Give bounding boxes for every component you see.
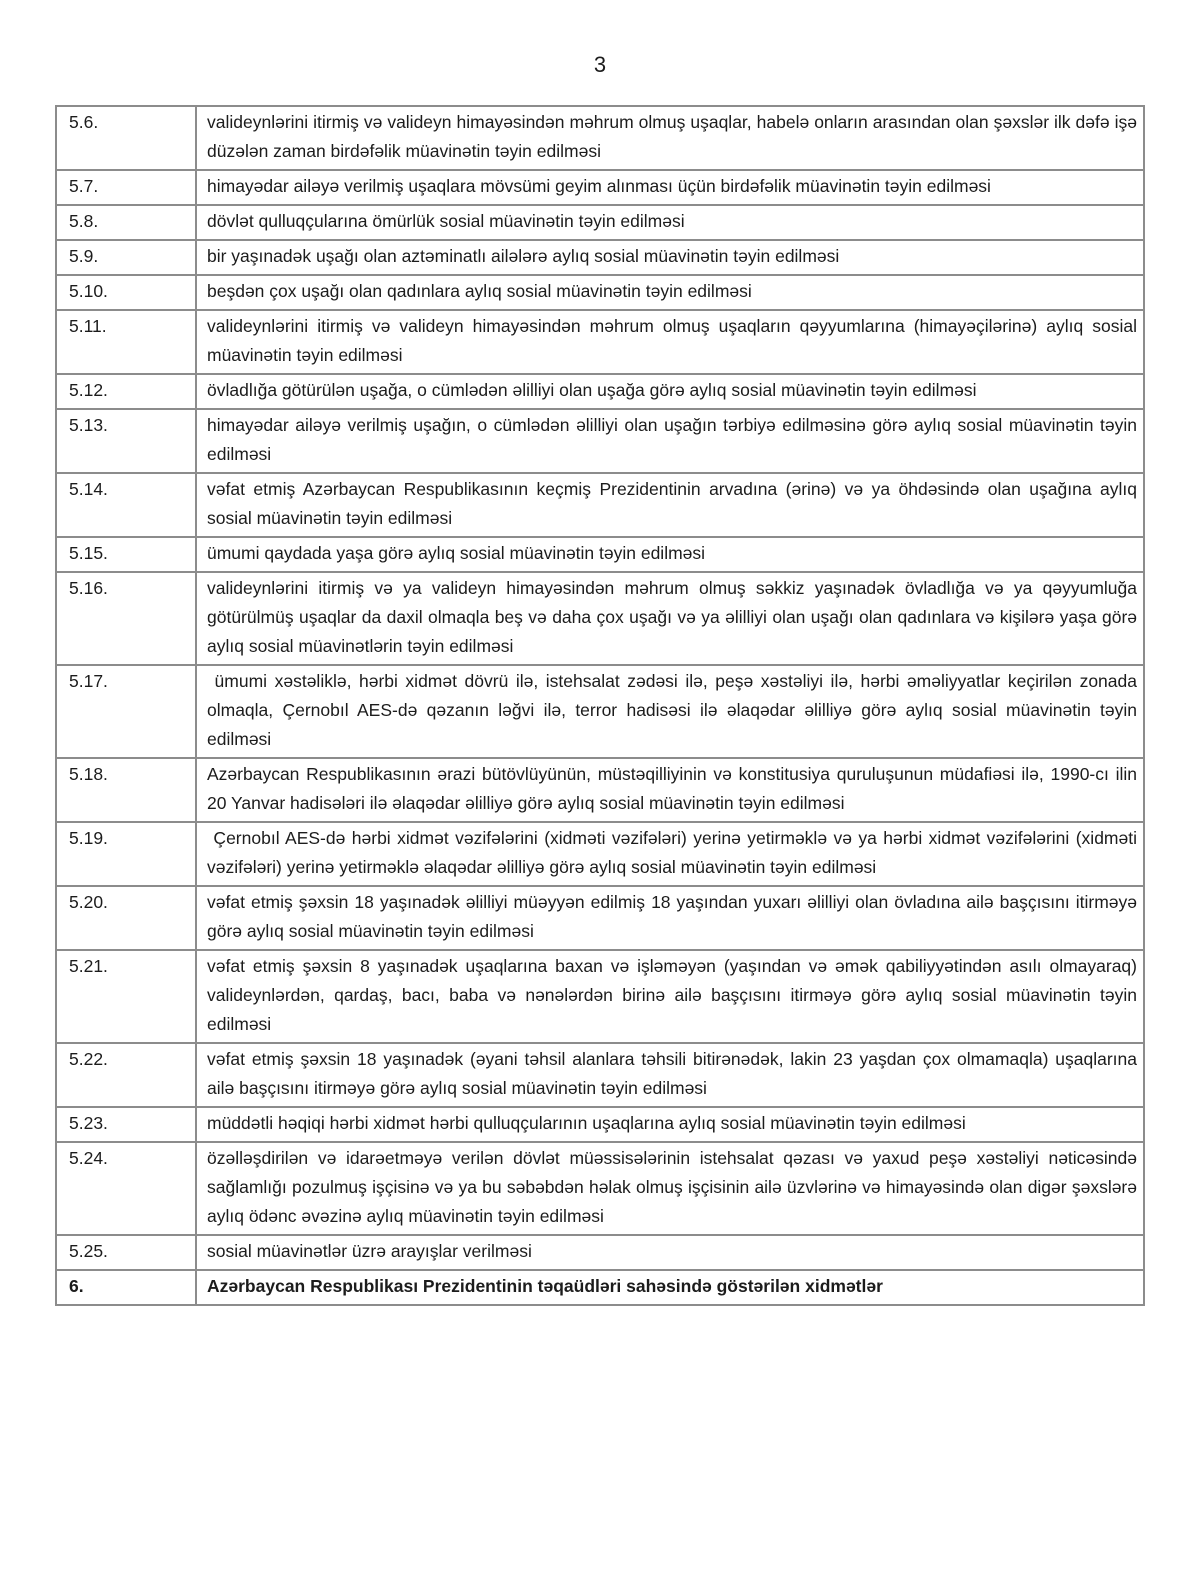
row-description-cell: Azərbaycan Respublikasının ərazi bütövlüyünün, müstəqilliyinin və konstitusiya quruluşunun müdafiəsi ilə, 1990-cı ilin 20 Yanvar hadisələri ilə əlaqədar əlilliyə görə aylıq sosial müavinətin təyin edilməsi <box>196 758 1144 822</box>
row-description-cell: özəlləşdirilən və idarəetməyə verilən dövlət müəssisələrinin istehsalat qəzası və yaxud peşə xəstəliyi nəticəsində sağlamlığı pozulmuş işçisinə və ya bu səbəbdən həlak olmuş işçisinin ailə üzvlərinə və himayəsində olan digər şəxslərə aylıq ödənc əvəzinə aylıq müavinətin təyin edilməsi <box>196 1142 1144 1235</box>
row-description-cell: vəfat etmiş şəxsin 18 yaşınadək əlilliyi müəyyən edilmiş 18 yaşından yuxarı əlilliyi olan övladına ailə başçısını itirməyə görə aylıq sosial müavinətin təyin edilməsi <box>196 886 1144 950</box>
row-description-cell: himayədar ailəyə verilmiş uşağın, o cümlədən əlilliyi olan uşağın tərbiyə edilməsinə görə aylıq sosial müavinətin təyin edilməsi <box>196 409 1144 473</box>
row-description-cell: Azərbaycan Respublikası Prezidentinin təqaüdləri sahəsində göstərilən xidmətlər <box>196 1270 1144 1305</box>
table-row <box>56 374 1144 409</box>
row-number-cell: 5.16. <box>56 572 196 665</box>
row-number-cell: 5.19. <box>56 822 196 886</box>
table-row <box>56 1107 1144 1142</box>
row-number-cell: 5.12. <box>56 374 196 409</box>
row-description-cell: valideynlərini itirmiş və ya valideyn himayəsindən məhrum olmuş səkkiz yaşınadək övladlığa və ya qəyyumluğa götürülmüş uşaqlar da daxil olmaqla beş və daha çox uşağı və ya əlilliyi olan uşağı olan qadınlara və kişilərə yaşa görə aylıq sosial müavinətlərin təyin edilməsi <box>196 572 1144 665</box>
row-description-cell: valideynlərini itirmiş və valideyn himayəsindən məhrum olmuş uşaqlar, habelə onların arasından olan şəxslər ilk dəfə işə düzələn zaman birdəfəlik müavinətin təyin edilməsi <box>196 106 1144 170</box>
services-table <box>55 105 1145 1306</box>
row-description-cell: vəfat etmiş şəxsin 8 yaşınadək uşaqlarına baxan və işləməyən (yaşından və əmək qabiliyyətindən asılı olmayaraq) valideynlərdən, qardaş, bacı, baba və nənələrdən birinə ailə başçısını itirməyə görə aylıq sosial müavinətin təyin edilməsi <box>196 950 1144 1043</box>
row-number-cell: 5.15. <box>56 537 196 572</box>
table-row <box>56 1043 1144 1107</box>
row-number-cell: 5.10. <box>56 275 196 310</box>
table-row <box>56 758 1144 822</box>
row-number-cell: 5.11. <box>56 310 196 374</box>
row-number-cell: 5.13. <box>56 409 196 473</box>
row-number-cell: 5.20. <box>56 886 196 950</box>
row-description-cell: ümumi xəstəliklə, hərbi xidmət dövrü ilə, istehsalat zədəsi ilə, peşə xəstəliyi ilə, hərbi əməliyyatlar keçirilən zonada olmaqla, Çernobıl AES-də qəzanın ləğvi ilə, terror hadisəsi ilə əlaqədar əlilliyə görə aylıq sosial müavinətin təyin edilməsi <box>196 665 1144 758</box>
row-number-cell: 5.8. <box>56 205 196 240</box>
table-row <box>56 822 1144 886</box>
table-row <box>56 665 1144 758</box>
table-row <box>56 950 1144 1043</box>
table-row <box>56 170 1144 205</box>
row-description-cell: Çernobıl AES-də hərbi xidmət vəzifələrini (xidməti vəzifələri) yerinə yetirməklə və ya hərbi xidmət vəzifələrini (xidməti vəzifələri) yerinə yetirməklə əlaqədar əlilliyə görə aylıq sosial müavinətin təyin edilməsi <box>196 822 1144 886</box>
row-description-cell: ümumi qaydada yaşa görə aylıq sosial müavinətin təyin edilməsi <box>196 537 1144 572</box>
row-description-cell: bir yaşınadək uşağı olan aztəminatlı ailələrə aylıq sosial müavinətin təyin edilməsi <box>196 240 1144 275</box>
row-description-cell: dövlət qulluqçularına ömürlük sosial müavinətin təyin edilməsi <box>196 205 1144 240</box>
table-row <box>56 409 1144 473</box>
row-number-cell: 5.17. <box>56 665 196 758</box>
table-row <box>56 1235 1144 1270</box>
row-number-cell: 5.7. <box>56 170 196 205</box>
table-row <box>56 106 1144 170</box>
table-row <box>56 537 1144 572</box>
services-table-body <box>56 106 1144 1305</box>
table-row <box>56 886 1144 950</box>
row-number-cell: 5.14. <box>56 473 196 537</box>
row-number-cell: 5.9. <box>56 240 196 275</box>
row-description-cell: vəfat etmiş şəxsin 18 yaşınadək (əyani təhsil alanlara təhsili bitirənədək, lakin 23 yaşdan çox olmamaqla) uşaqlarına ailə başçısını itirməyə görə aylıq sosial müavinətin təyin edilməsi <box>196 1043 1144 1107</box>
row-description-cell: himayədar ailəyə verilmiş uşaqlara mövsümi geyim alınması üçün birdəfəlik müavinətin təyin edilməsi <box>196 170 1144 205</box>
row-number-cell: 5.6. <box>56 106 196 170</box>
row-description-cell: övladlığa götürülən uşağa, o cümlədən əlilliyi olan uşağa görə aylıq sosial müavinətin təyin edilməsi <box>196 374 1144 409</box>
table-row <box>56 275 1144 310</box>
table-row <box>56 205 1144 240</box>
row-number-cell: 6. <box>56 1270 196 1305</box>
row-number-cell: 5.24. <box>56 1142 196 1235</box>
page-number: 3 <box>593 52 607 77</box>
table-row <box>56 1270 1144 1305</box>
table-row <box>56 572 1144 665</box>
row-number-cell: 5.23. <box>56 1107 196 1142</box>
table-row <box>56 1142 1144 1235</box>
row-number-cell: 5.21. <box>56 950 196 1043</box>
table-row <box>56 473 1144 537</box>
row-description-cell: valideynlərini itirmiş və valideyn himayəsindən məhrum olmuş uşaqların qəyyumlarına (himayəçilərinə) aylıq sosial müavinətin təyin edilməsi <box>196 310 1144 374</box>
row-description-cell: vəfat etmiş Azərbaycan Respublikasının keçmiş Prezidentinin arvadına (ərinə) və ya öhdəsində olan uşağına aylıq sosial müavinətin təyin edilməsi <box>196 473 1144 537</box>
row-number-cell: 5.18. <box>56 758 196 822</box>
row-description-cell: sosial müavinətlər üzrə arayışlar verilməsi <box>196 1235 1144 1270</box>
row-number-cell: 5.25. <box>56 1235 196 1270</box>
row-number-cell: 5.22. <box>56 1043 196 1107</box>
table-row <box>56 240 1144 275</box>
row-description-cell: beşdən çox uşağı olan qadınlara aylıq sosial müavinətin təyin edilməsi <box>196 275 1144 310</box>
table-row <box>56 310 1144 374</box>
row-description-cell: müddətli həqiqi hərbi xidmət hərbi qulluqçularının uşaqlarına aylıq sosial müavinətin təyin edilməsi <box>196 1107 1144 1142</box>
